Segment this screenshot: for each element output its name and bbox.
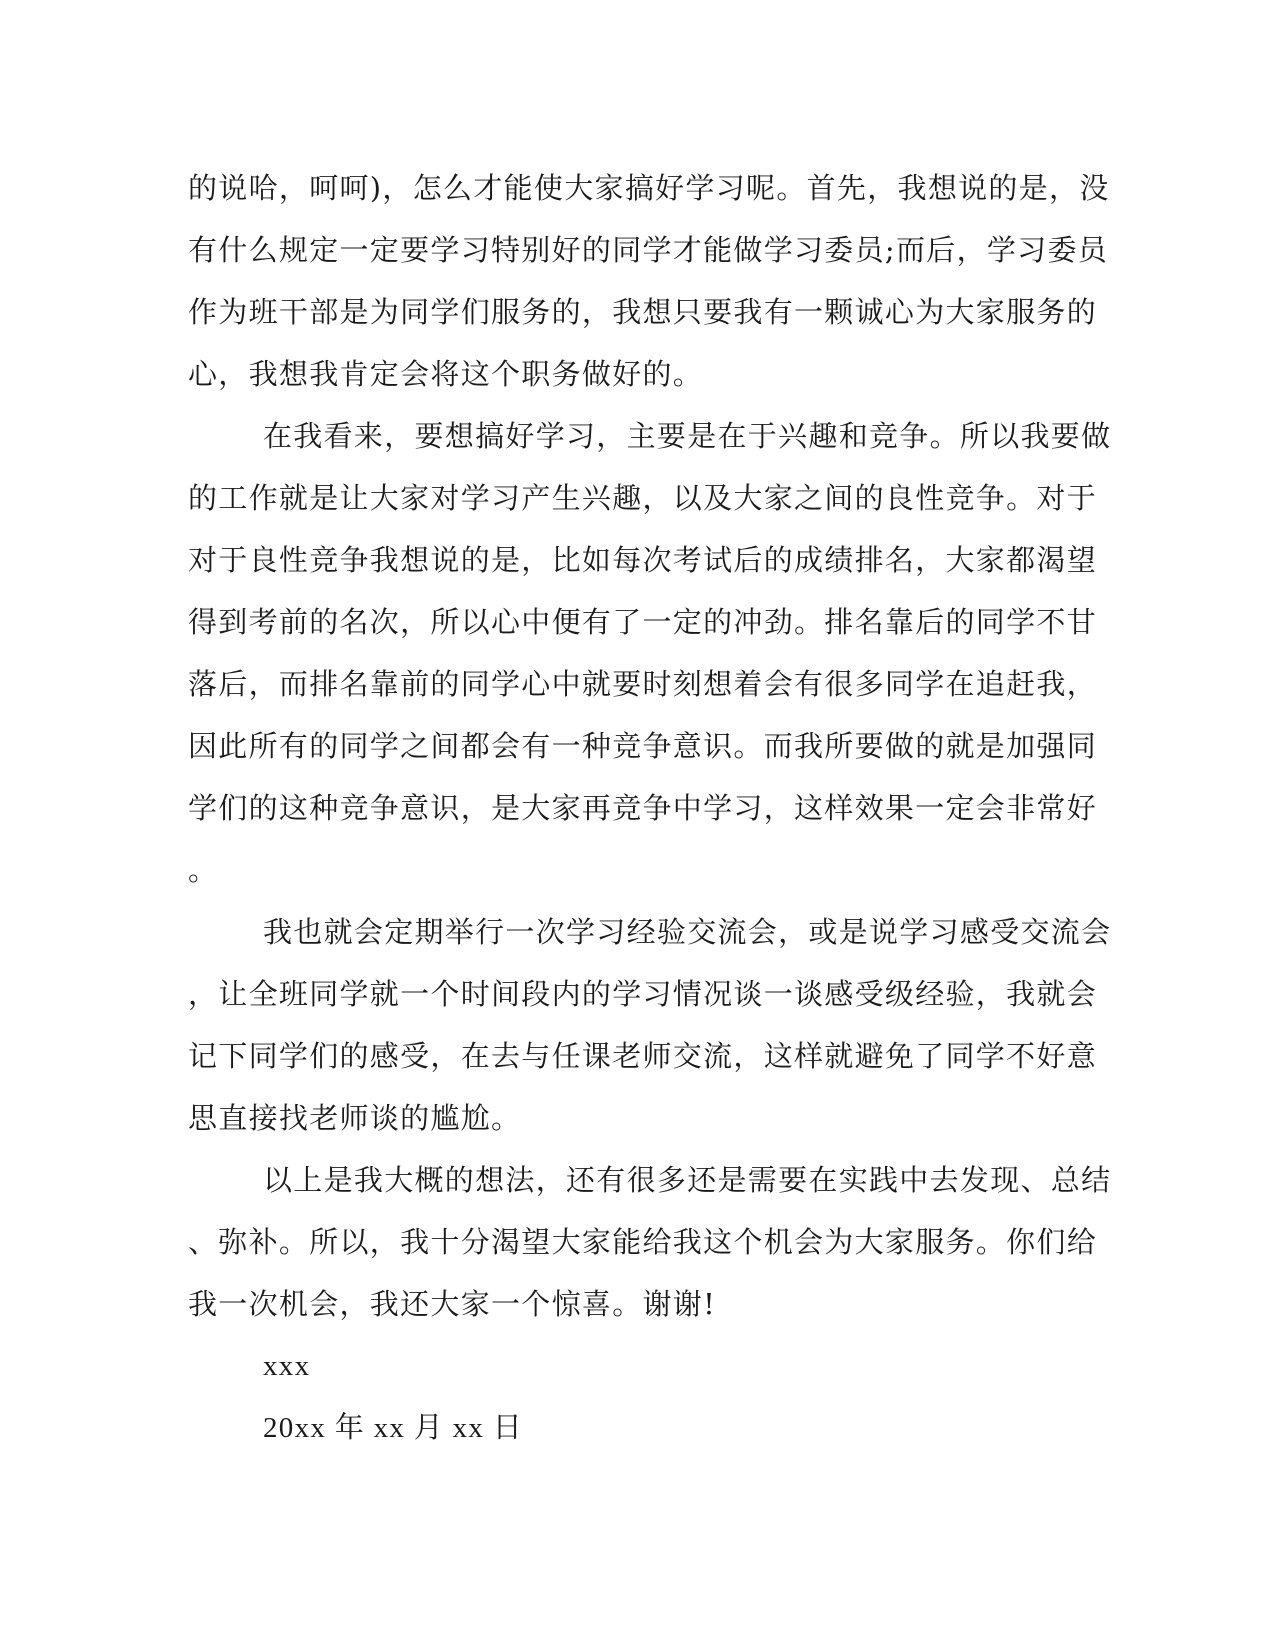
text-line: 学们的这种竞争意识，是大家再竞争中学习，这样效果一定会非常好 bbox=[188, 791, 1098, 825]
document-body bbox=[188, 157, 1112, 1459]
text-line: ，让全班同学就一个时间段内的学习情况谈一谈感受级经验，我就会 bbox=[188, 977, 1098, 1011]
paragraph-start-line: 在我看来，要想搞好学习，主要是在于兴趣和竞争。所以我要做 bbox=[263, 419, 1112, 453]
text-line: 、弥补。所以，我十分渴望大家能给我这个机会为大家服务。你们给 bbox=[188, 1225, 1098, 1259]
text-line: 落后，而排名靠前的同学心中就要时刻想着会有很多同学在追赶我， bbox=[188, 667, 1098, 701]
paragraph-start-line: 我也就会定期举行一次学习经验交流会，或是说学习感受交流会 bbox=[263, 915, 1112, 949]
text-line: 对于良性竞争我想说的是，比如每次考试后的成绩排名，大家都渴望 bbox=[188, 543, 1098, 577]
text-line: 的工作就是让大家对学习产生兴趣，以及大家之间的良性竞争。对于 bbox=[188, 481, 1098, 515]
text-line: 因此所有的同学之间都会有一种竞争意识。而我所要做的就是加强同 bbox=[188, 729, 1098, 763]
text-line: 思直接找老师谈的尴尬。 bbox=[188, 1101, 522, 1135]
text-line: 作为班干部是为同学们服务的，我想只要我有一颗诚心为大家服务的 bbox=[188, 295, 1098, 329]
date-line: 20xx 年 xx 月 xx 日 bbox=[263, 1412, 524, 1444]
text-line: 记下同学们的感受，在去与任课老师交流，这样就避免了同学不好意 bbox=[188, 1039, 1098, 1073]
text-line: 的说哈，呵呵)，怎么才能使大家搞好学习呢。首先，我想说的是，没 bbox=[188, 171, 1110, 205]
text-line: 。 bbox=[188, 853, 219, 887]
signature: xxx bbox=[263, 1350, 311, 1382]
text-line: 我一次机会，我还大家一个惊喜。谢谢! bbox=[188, 1287, 717, 1321]
text-line: 有什么规定一定要学习特别好的同学才能做学习委员;而后，学习委员 bbox=[188, 233, 1109, 267]
text-line: 得到考前的名次，所以心中便有了一定的冲劲。排名靠后的同学不甘 bbox=[188, 605, 1098, 639]
paragraph-start-line: 以上是我大概的想法，还有很多还是需要在实践中去发现、总结 bbox=[263, 1163, 1112, 1197]
text-line: 心，我想我肯定会将这个职务做好的。 bbox=[188, 357, 704, 391]
